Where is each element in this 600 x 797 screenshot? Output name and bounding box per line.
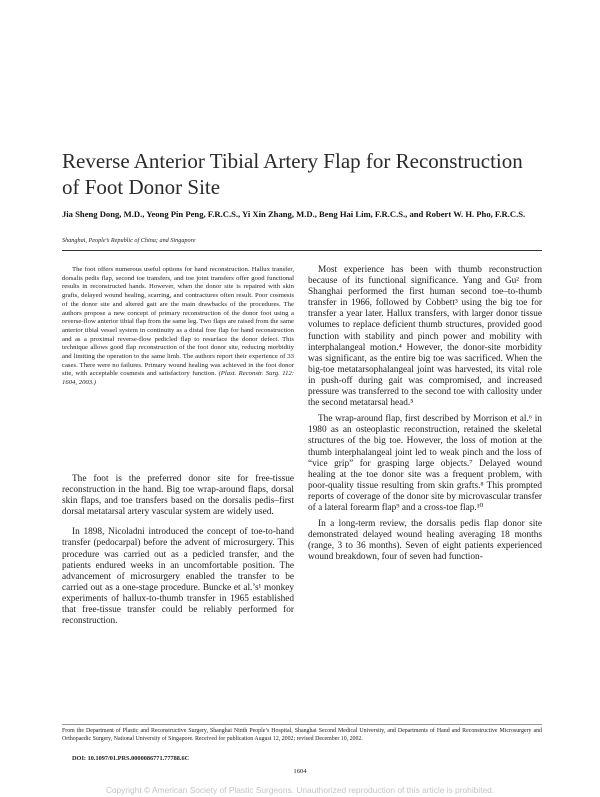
doi-line: DOI: 10.1097/01.PRS.0000086771.77788.6C [72,755,190,762]
body-column-right [308,265,542,563]
body-paragraph: In a long-term review, the dorsalis pedis flap donor site demonstrated delayed wound healing averaging 18 months (range, 3 to 36 months). Seven of eight patients experienced wound breakdown, four of seven had function- [308,519,542,563]
author-affiliation: Shanghai, People’s Republic of China; and Singapore [62,237,196,244]
header-rule [62,250,542,251]
footnote: From the Department of Plastic and Reconstructive Surgery, Shanghai Ninth People’s Hospital, Shanghai Second Medical University, and Departments of Hand and Reconstructive Microsurgery and Orthopaedic Surgery, National University of Singapore. Received for publication August 12, 2002; revised December 10, 2002. [62,728,542,742]
page-number: 1604 [293,768,307,775]
body-paragraph: The wrap-around flap, first described by Morrison et al.⁶ in 1980 as an osteoplastic reconstruction, retained the skeletal structures of the big toe. However, the loss of motion at the thumb interphalangeal joint led to weak pinch and the loss of “vice grip” for grasping large objects.⁷ Delayed wound healing at the toe donor site was a frequent problem, with poor-quality tissue resulting from skin grafts.⁸ This prompted reports of coverage of the donor site by microvascular transfer of a lateral forearm flap⁹ and a cross-toe flap.¹⁰ [308,414,542,513]
body-paragraph: Most experience has been with thumb reconstruction because of its functional significance. Yang and Gu² from Shanghai performed the first human second toe–to-thumb transfer in 1966, followed by Cobbett³ using the big toe for transfer a year later. Hallux transfers, with larger donor tissue volumes to replace deficient thumb structures, provided good function with stability and pinch power and mobility with interphalangeal motion.⁴ However, the donor-site morbidity was significant, as the entire big toe was sacrificed. When the big-toe metatarsophalangeal joint was harvested, its vital role in push-off during gait was compromised, and increased pressure was transferred to the second toe with callosity under the second metatarsal head.⁵ [308,265,542,409]
author-list: Jia Sheng Dong, M.D., Yeong Pin Peng, F.R.C.S., Yi Xin Zhang, M.D., Beng Hai Lim, F.R.C.S., and Robert W. H. Pho, F.R.C.S. [62,209,526,219]
footnote-rule [62,724,542,725]
body-paragraph: In 1898, Nicoladni introduced the concept of toe-to-hand transfer (pedocarpal) before the advent of microsurgery. This procedure was carried out as a pedicled transfer, and the patients endured weeks in an uncomfortable position. The advancement of microsurgery enabled the transfer to be carried out as a one-stage procedure. Buncke et al.’s¹ monkey experiments of hallux-to-thumb transfer in 1965 established that free-tissue transfer could be reliably performed for reconstruction. [62,527,294,627]
article-title: Reverse Anterior Tibial Artery Flap for Reconstruction of Foot Donor Site [62,149,523,199]
body-column-left [62,474,294,627]
copyright-notice: Copyright © American Society of Plastic Surgeons. Unauthorized reproduction of this article is prohibited. [105,785,495,795]
abstract-citation: (Plast. Reconstr. Surg. 112: 1604, 2003.) [62,370,294,387]
abstract [62,266,294,388]
abstract-text: The foot offers numerous useful options for hand reconstruction. Hallux transfer, dorsalis pedis flap, second toe transfers, and toe joint transfers offer good functional results in reconstructed hands. However, when the donor site is repaired with skin grafts, delayed wound healing, scarring, and contractures often result. Poor cosmesis of the donor site and altered gait are the main drawbacks of the procedures. The authors propose a new concept of primary reconstruction of the donor foot using a reverse-flow anterior tibial flap from the same leg. Two flaps are raised from the same anterior tibial vessel system in continuity as a distal free flap for hand reconstruction and as a proximal reverse-flow pedicled flap to resurface the donor defect. This technique allows good flap reconstruction of the foot donor site, reducing morbidity and limiting the operation to the same limb. The authors report their experience of 33 cases. There were no failures. Primary wound healing was achieved in the foot donor site, with acceptable cosmesis and satisfactory function. [62,266,294,378]
body-paragraph: The foot is the preferred donor site for free-tissue reconstruction in the hand. Big toe wrap-around flaps, dorsal skin flaps, and toe transfers based on the dorsalis pedis–first dorsal metatarsal artery vascular system are widely used. [62,474,294,518]
abstract-paragraph [62,266,294,388]
